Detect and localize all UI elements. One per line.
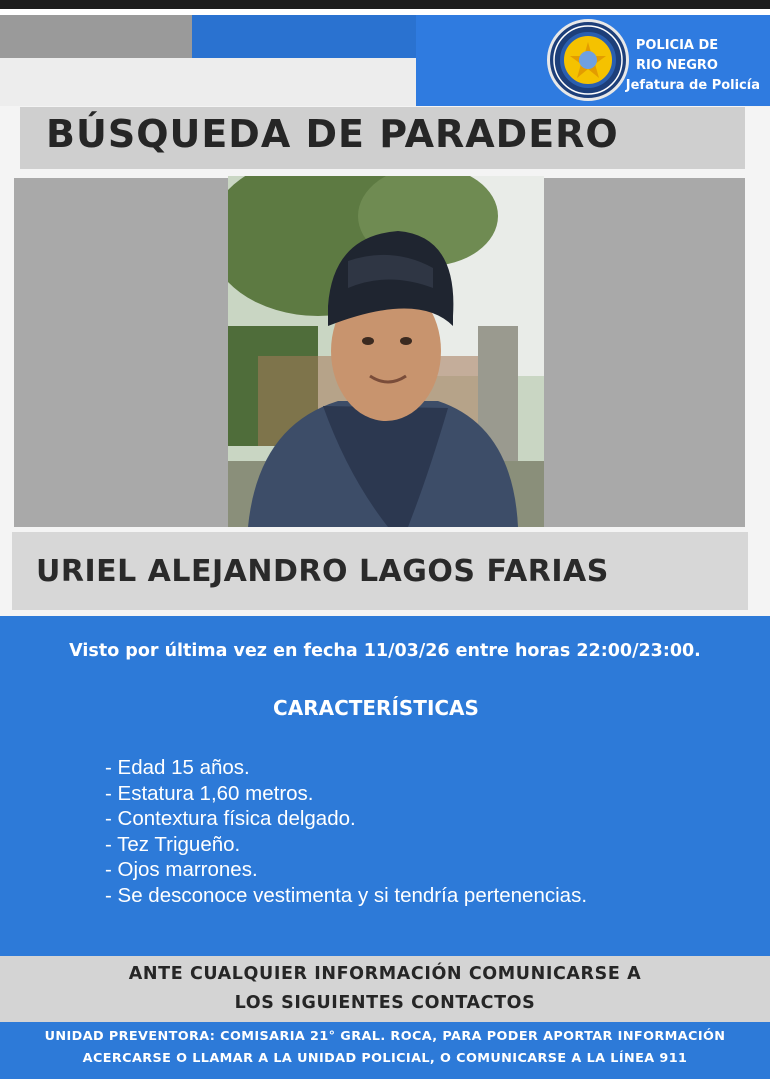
characteristic-item: - Estatura 1,60 metros. bbox=[105, 781, 314, 805]
characteristic-item: - Se desconoce vestimenta y si tendría pertenencias. bbox=[105, 883, 588, 907]
contact-line-1: ANTE CUALQUIER INFORMACIÓN COMUNICARSE A bbox=[128, 964, 642, 984]
contact-text bbox=[0, 960, 770, 1018]
agency-line-1: POLICIA DE bbox=[635, 38, 719, 53]
characteristic-item: - Ojos marrones. bbox=[105, 858, 258, 882]
characteristic-item: - Edad 15 años. bbox=[105, 756, 250, 779]
footer-text bbox=[0, 1026, 770, 1070]
footer-line-2: ACERCARSE O LLAMAR A LA UNIDAD POLICIAL, O COMUNICARSE A LA LÍNEA 911 bbox=[82, 1051, 688, 1066]
header-light-block bbox=[0, 58, 416, 106]
poster-title: BÚSQUEDA DE PARADERO bbox=[46, 112, 619, 156]
photo-frame-left bbox=[14, 178, 228, 527]
header-blue-block bbox=[192, 15, 416, 58]
last-seen-text: Visto por última vez en fecha 11/03/26 entre horas 22:00/23:00. bbox=[69, 641, 701, 661]
contact-line-2: LOS SIGUIENTES CONTACTOS bbox=[234, 993, 536, 1013]
characteristics-heading: CARACTERÍSTICAS bbox=[273, 696, 479, 720]
characteristic-item: - Contextura física delgado. bbox=[105, 807, 356, 831]
agency-line-2: RIO NEGRO bbox=[636, 58, 718, 73]
characteristic-item: - Tez Trigueño. bbox=[105, 832, 241, 856]
missing-person-photo bbox=[228, 176, 544, 527]
agency-line-3: Jefatura de Policía bbox=[625, 78, 760, 93]
missing-person-name: URIEL ALEJANDRO LAGOS FARIAS bbox=[36, 554, 609, 589]
footer-line-1: UNIDAD PREVENTORA: COMISARIA 21° GRAL. ROCA, PARA PODER APORTAR INFORMACIÓN bbox=[44, 1029, 726, 1044]
top-border bbox=[0, 0, 770, 9]
header-grey-block bbox=[0, 15, 192, 58]
photo-illustration bbox=[228, 176, 544, 527]
agency-name bbox=[608, 36, 760, 96]
characteristics-list bbox=[105, 755, 587, 909]
photo-frame-right bbox=[544, 178, 745, 527]
